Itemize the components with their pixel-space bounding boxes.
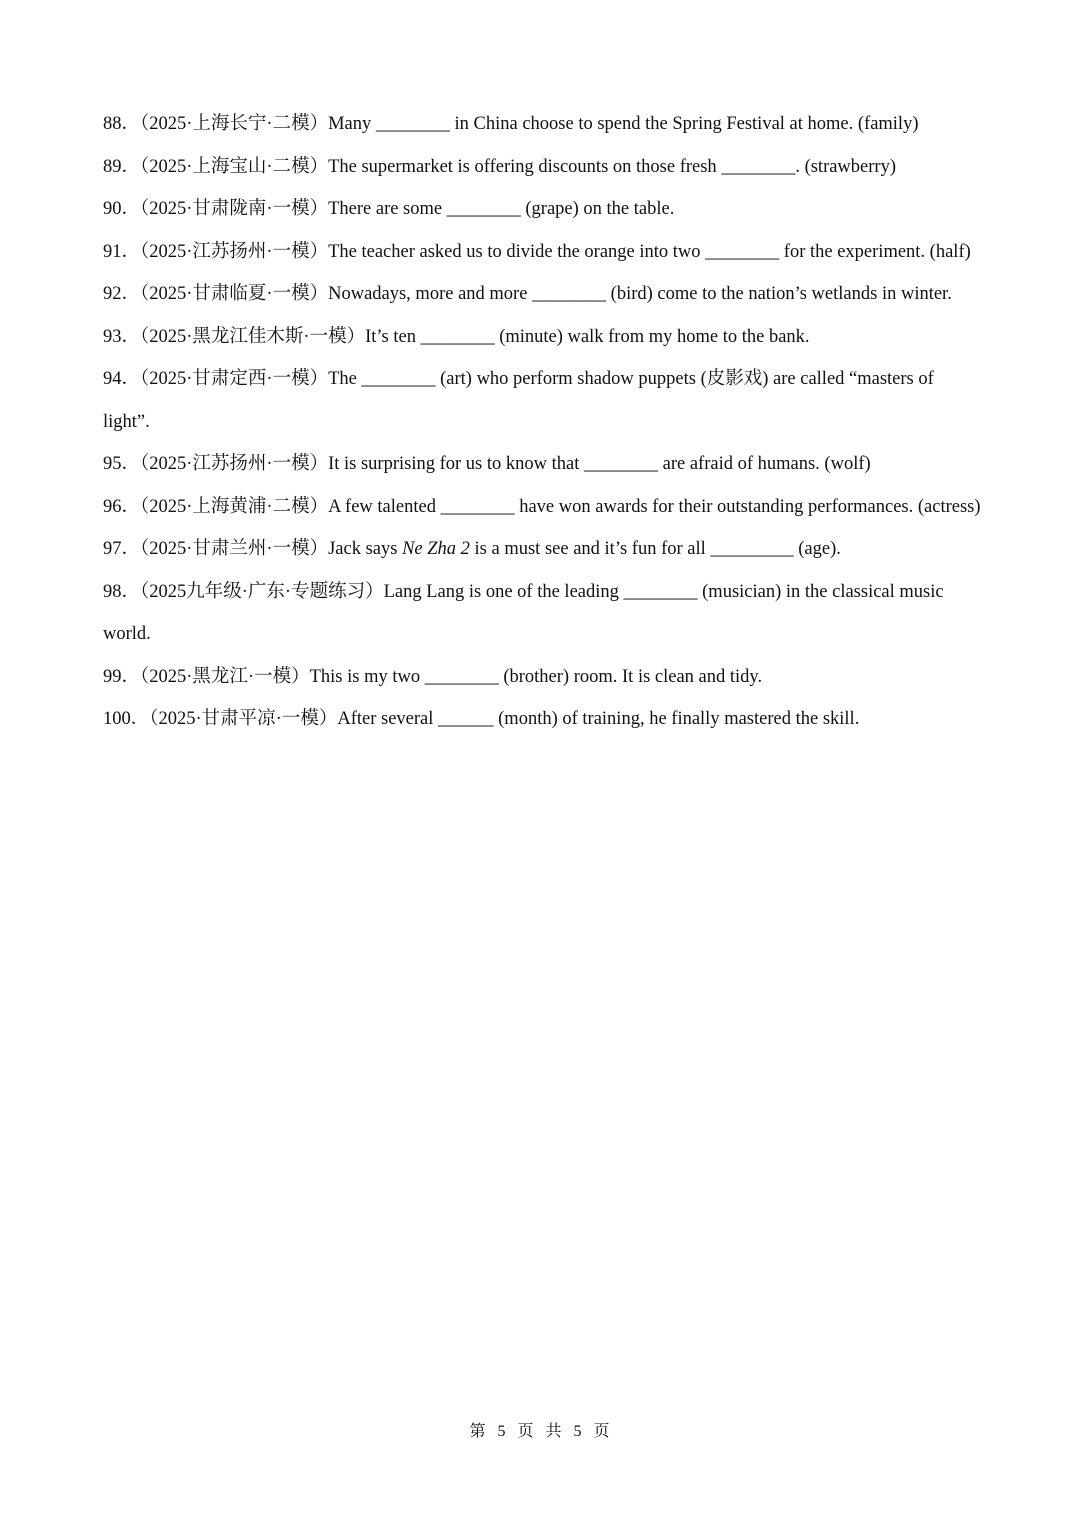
answer-blank: _________: [710, 539, 794, 559]
answer-blank: ______: [438, 709, 494, 729]
question-item: [103, 486, 983, 529]
question-text: It’s ten: [365, 326, 421, 347]
question-text: (art) who perform shadow puppets (皮影戏) are called “masters of light”.: [103, 369, 934, 432]
answer-blank: ________: [705, 241, 780, 262]
question-text: (brother) room. It is clean and tidy.: [498, 666, 763, 687]
question-text: (musician) in the classical music world.: [103, 581, 944, 644]
question-source: （2025·甘肃定西·一模）: [140, 369, 329, 389]
question-item: [103, 316, 983, 359]
question-text: It is surprising for us to know that: [328, 454, 584, 474]
answer-blank: ________: [424, 666, 499, 687]
question-item: [103, 443, 983, 486]
question-text: Nowadays, more and more: [328, 284, 533, 304]
question-text: is a must see and it’s fun for all: [469, 539, 711, 559]
answer-blank: ________: [721, 156, 796, 177]
question-source: （2025·上海长宁·二模）: [140, 114, 329, 134]
question-source: （2025·上海黄浦·二模）: [140, 496, 329, 517]
question-number: 93．: [103, 326, 141, 347]
question-source: （2025九年级·广东·专题练习）: [140, 581, 384, 602]
question-source: （2025·黑龙江·一模）: [140, 666, 310, 687]
question-number: 94．: [103, 369, 141, 389]
question-item: [103, 146, 983, 189]
question-item: [103, 656, 983, 699]
question-text: for the experiment. (half): [779, 241, 971, 262]
question-text: The supermarket is offering discounts on those fresh: [328, 156, 722, 177]
question-number: 91．: [103, 241, 141, 262]
answer-blank: ________: [446, 199, 521, 219]
italic-title-text: Ne Zha 2: [402, 539, 470, 559]
question-source: （2025·江苏扬州·一模）: [140, 454, 329, 474]
answer-blank: ________: [623, 581, 698, 602]
question-number: 88．: [103, 114, 141, 134]
question-list: [103, 103, 983, 741]
question-text: The: [328, 369, 362, 389]
question-text: (grape) on the table.: [520, 199, 675, 219]
question-source: （2025·江苏扬州·一模）: [140, 241, 329, 262]
question-text: A few talented: [328, 496, 441, 517]
question-item: [103, 528, 983, 571]
question-text: Lang Lang is one of the leading: [383, 581, 624, 602]
question-number: 95．: [103, 454, 141, 474]
question-item: [103, 188, 983, 231]
question-source: （2025·上海宝山·二模）: [140, 156, 329, 177]
question-text: The teacher asked us to divide the orange into two: [328, 241, 706, 262]
answer-blank: ________: [532, 284, 607, 304]
answer-blank: ________: [420, 326, 495, 347]
question-number: 92．: [103, 284, 141, 304]
question-text: Many: [328, 114, 376, 134]
question-item: [103, 698, 983, 741]
question-text: This is my two: [309, 666, 425, 687]
question-item: [103, 103, 983, 146]
question-text: (minute) walk from my home to the bank.: [494, 326, 810, 347]
question-source: （2025·黑龙江佳木斯·一模）: [140, 326, 366, 347]
question-number: 97．: [103, 539, 141, 559]
answer-blank: ________: [440, 496, 515, 517]
answer-blank: ________: [361, 369, 436, 389]
question-number: 98．: [103, 581, 141, 602]
answer-blank: ________: [375, 114, 450, 134]
question-text: (age).: [793, 539, 841, 559]
question-source: （2025·甘肃兰州·一模）: [140, 539, 329, 559]
question-item: [103, 231, 983, 274]
question-number: 96．: [103, 496, 141, 517]
question-source: （2025·甘肃陇南·一模）: [140, 199, 329, 219]
question-source: （2025·甘肃平凉·一模）: [149, 709, 338, 729]
question-item: [103, 358, 983, 443]
question-text: . (strawberry): [795, 156, 896, 177]
question-source: （2025·甘肃临夏·一模）: [140, 284, 329, 304]
question-text: in China choose to spend the Spring Festival at home. (family): [449, 114, 919, 134]
question-text: have won awards for their outstanding performances. (actress): [514, 496, 981, 517]
question-text: (bird) come to the nation’s wetlands in winter.: [606, 284, 952, 304]
question-number: 99．: [103, 666, 141, 687]
question-text: After several: [337, 709, 439, 729]
page-footer: 第 5 页 共 5 页: [469, 1423, 611, 1440]
question-text: Jack says: [328, 539, 403, 559]
question-text: There are some: [328, 199, 447, 219]
question-item: [103, 571, 983, 656]
question-text: are afraid of humans. (wolf): [658, 454, 871, 474]
question-item: [103, 273, 983, 316]
question-number: 100．: [103, 709, 150, 729]
question-text: (month) of training, he finally mastered the skill.: [493, 709, 860, 729]
question-number: 89．: [103, 156, 141, 177]
question-number: 90．: [103, 199, 141, 219]
answer-blank: ________: [584, 454, 658, 474]
